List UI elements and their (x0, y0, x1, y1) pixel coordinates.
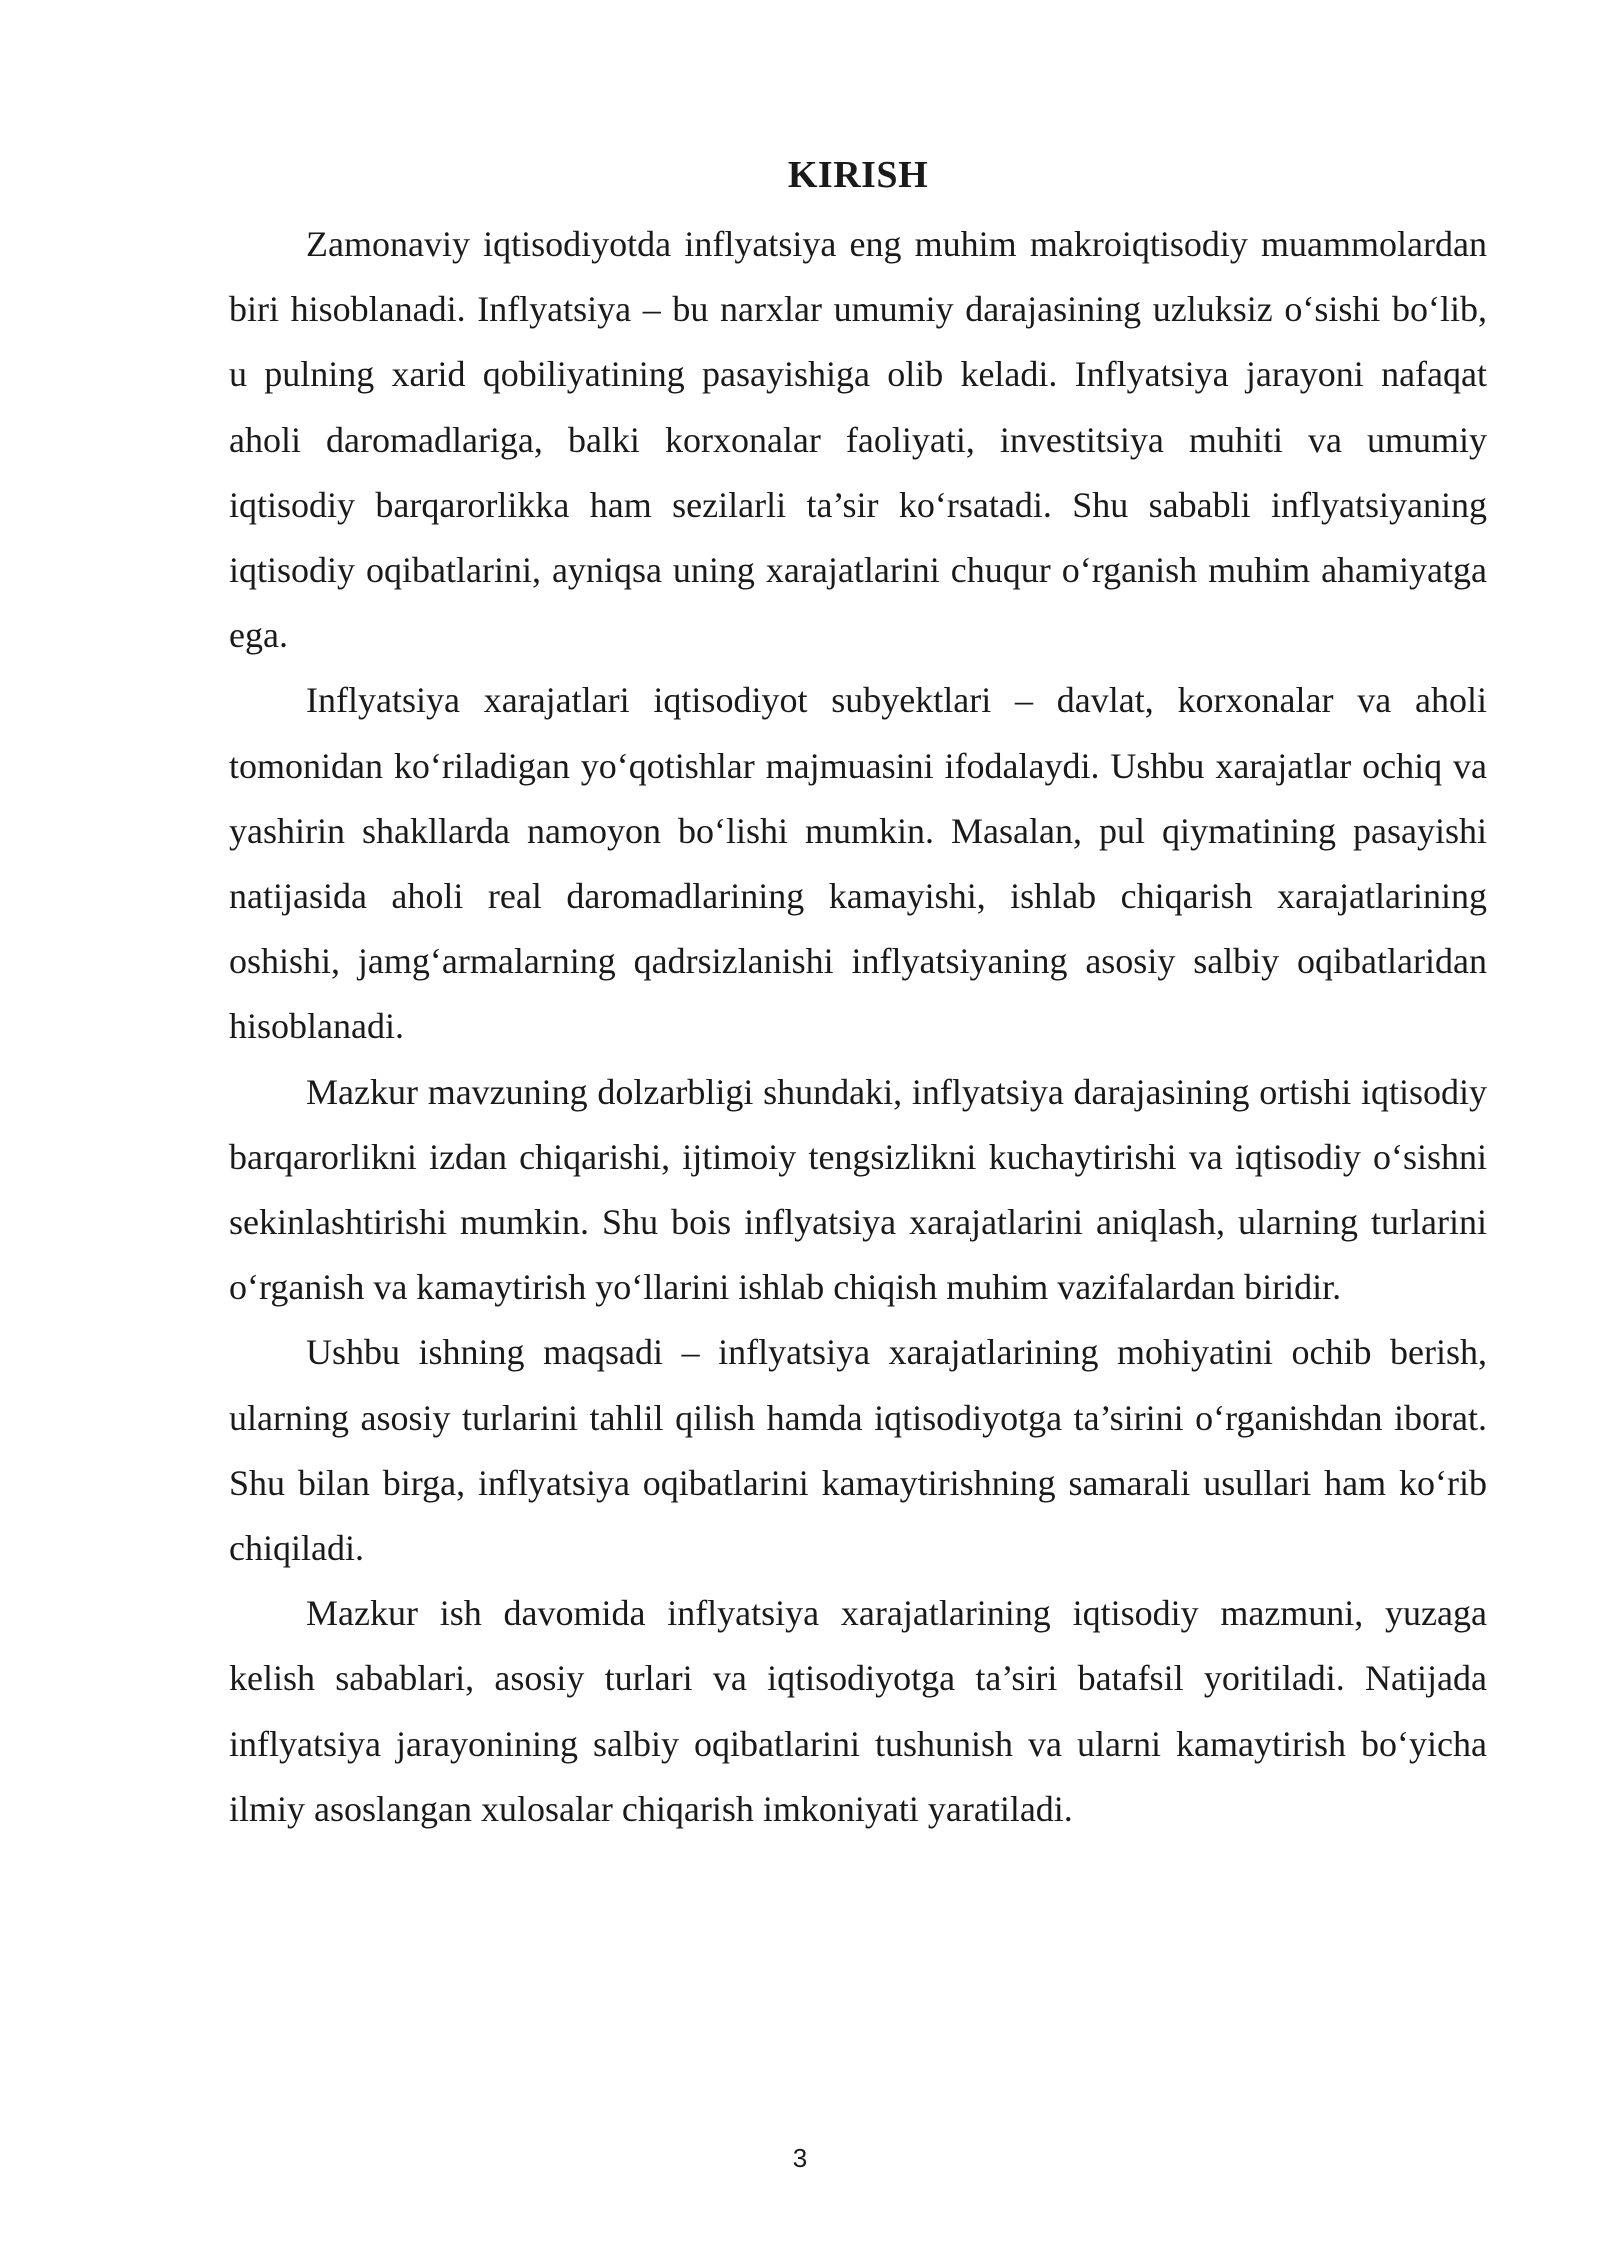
paragraph-3: Mazkur mavzuning dolzarbligi shundaki, inflyatsiya darajasining ortishi iqtisodiy barqarorlikni izdan chiqarishi, ijtimoiy tengsizlikni kuchaytirishi va iqtisodiy o‘sishni sekinlashtirishi mumkin. Shu bois inflyatsiya xarajatlarini aniqlash, ularning turlarini o‘rganish va kamaytirish yo‘llarini ishlab chiqish muhim vazifalardan biridir. (229, 1071, 1487, 1308)
page-content (229, 148, 1487, 1842)
section-title: KIRISH (787, 154, 929, 196)
paragraph-5: Mazkur ish davomida inflyatsiya xarajatlarining iqtisodiy mazmuni, yuzaga kelish sabablari, asosiy turlari va iqtisodiyotga ta’siri batafsil yoritiladi. Natijada inflyatsiya jarayonining salbiy oqibatlarini tushunish va ularni kamaytirish bo‘yicha ilmiy asoslangan xulosalar chiqarish imkoniyati yaratiladi. (229, 1593, 1487, 1829)
paragraph-2: Inflyatsiya xarajatlari iqtisodiyot subyektlari – davlat, korxonalar va aholi tomonidan ko‘riladigan yo‘qotishlar majmuasini ifodalaydi. Ushbu xarajatlar ochiq va yashirin shakllarda namoyon bo‘lishi mumkin. Masalan, pul qiymatining pasayishi natijasida aholi real daromadlarining kamayishi, ishlab chiqarish xarajatlarining oshishi, jamg‘armalarning qadrsizlanishi inflyatsiyaning asosiy salbiy oqibatlaridan hisoblanadi. (229, 680, 1487, 1047)
paragraph-4: Ushbu ishning maqsadi – inflyatsiya xarajatlarining mohiyatini ochib berish, ularning asosiy turlarini tahlil qilish hamda iqtisodiyotga ta’sirini o‘rganishdan iborat. Shu bilan birga, inflyatsiya oqibatlarini kamaytirishning samarali usullari ham ko‘rib chiqiladi. (229, 1332, 1487, 1569)
paragraph-1: Zamonaviy iqtisodiyotda inflyatsiya eng muhim makroiqtisodiy muammolardan biri hisoblanadi. Inflyatsiya – bu narxlar umumiy darajasining uzluksiz o‘sishi bo‘lib, u pulning xarid qobiliyatining pasayishiga olib keladi. Inflyatsiya jarayoni nafaqat aholi daromadlariga, balki korxonalar faoliyati, investitsiya muhiti va umumiy iqtisodiy barqarorlikka ham sezilarli ta’sir ko‘rsatadi. Shu sababli inflyatsiyaning iqtisodiy oqibatlarini, ayniqsa uning xarajatlarini chuqur o‘rganish muhim ahamiyatga ega. (229, 224, 1487, 656)
page-number: 3 (792, 2143, 808, 2173)
